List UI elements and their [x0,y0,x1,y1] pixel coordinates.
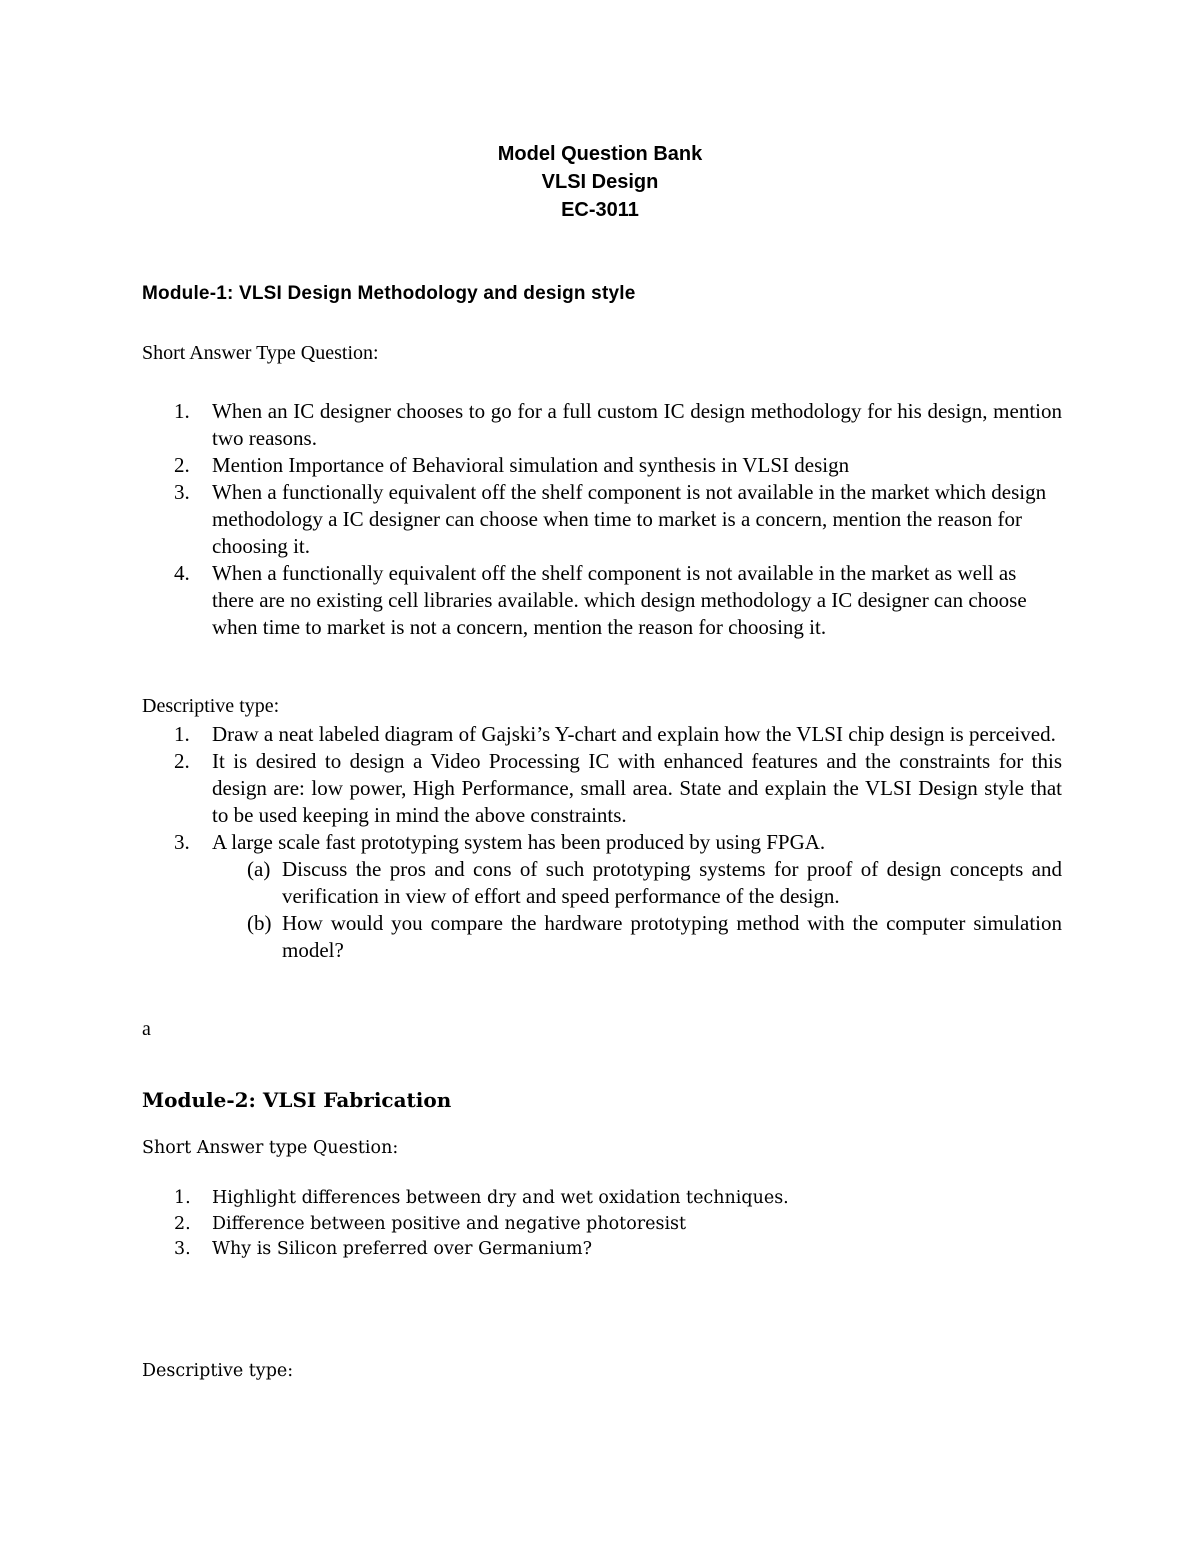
sub-item-label: (a) [247,857,271,881]
question-text: Highlight differences between dry and wet oxidation techniques. [212,1188,789,1208]
item-number: 2. [174,453,190,477]
list-item [142,721,1062,748]
item-number: 3. [174,480,190,504]
list-item [142,1186,1062,1212]
module1-heading: Module-1: VLSI Design Methodology and design style [142,283,636,304]
subject-name: VLSI Design [541,171,659,193]
sub-question-list [212,856,1062,964]
module1-short-list [142,398,1062,641]
list-item [142,1212,1062,1238]
question-text: Draw a neat labeled diagram of Gajski’s Y-chart and explain how the VLSI chip design is perceived. [212,722,1056,746]
document-title: Model Question Bank [497,143,703,165]
sub-list-item [212,910,1062,964]
question-text: A large scale fast prototyping system has been produced by using FPGA. [212,830,826,854]
module1-descriptive-label: Descriptive type: [142,695,280,717]
list-item [142,829,1062,964]
module2-heading: Module-2: VLSI Fabrication [142,1088,452,1112]
question-text: Difference between positive and negative photoresist [212,1213,687,1234]
module2-short-list [142,1186,1062,1263]
sub-question-text: How would you compare the hardware prototyping method with the computer simulation model? [282,911,1062,962]
list-item [142,452,1062,479]
sub-item-label: (b) [247,911,272,935]
question-text: Mention Importance of Behavioral simulation and synthesis in VLSI design [212,453,850,477]
question-text: It is desired to design a Video Processing IC with enhanced features and the constraints for this design are: low power, High Performance, small area. State and explain the VLSI Design style that to be used keeping in mind the above constraints. [212,749,1062,827]
title-block [0,140,1200,224]
item-number: 2. [174,1213,191,1234]
list-item [142,398,1062,452]
list-item [142,479,1062,560]
course-code: EC-3011 [561,199,639,221]
question-text: When a functionally equivalent off the shelf component is not available in the market which design methodology a IC designer can choose when time to market is a concern, mention the reason for choosing it. [212,480,1047,558]
item-number: 1. [174,1188,191,1208]
list-item [142,748,1062,829]
item-number: 4. [174,561,190,585]
question-text: When an IC designer chooses to go for a full custom IC design methodology for his design, mention two reasons. [212,399,1062,450]
sub-list-item [212,856,1062,910]
item-number: 3. [174,1239,191,1259]
module1-short-label: Short Answer Type Question: [142,342,379,364]
item-number: 1. [174,399,190,423]
item-number: 2. [174,749,190,773]
item-number: 3. [174,830,190,854]
question-text: When a functionally equivalent off the shelf component is not available in the market as well as there are no existing cell libraries available. which design methodology a IC designer can choose when time to market is not a concern, mention the reason for choosing it. [212,561,1027,639]
stray-text: a [142,1018,151,1040]
question-text: Why is Silicon preferred over Germanium? [212,1239,592,1259]
item-number: 1. [174,722,190,746]
list-item [142,560,1062,641]
module1-descriptive-list [142,721,1062,964]
sub-question-text: Discuss the pros and cons of such prototyping systems for proof of design concepts and verification in view of effort and speed performance of the design. [282,857,1062,908]
module2-descriptive-label: Descriptive type: [142,1361,294,1381]
list-item [142,1237,1062,1263]
module2-short-label: Short Answer type Question: [142,1138,399,1158]
